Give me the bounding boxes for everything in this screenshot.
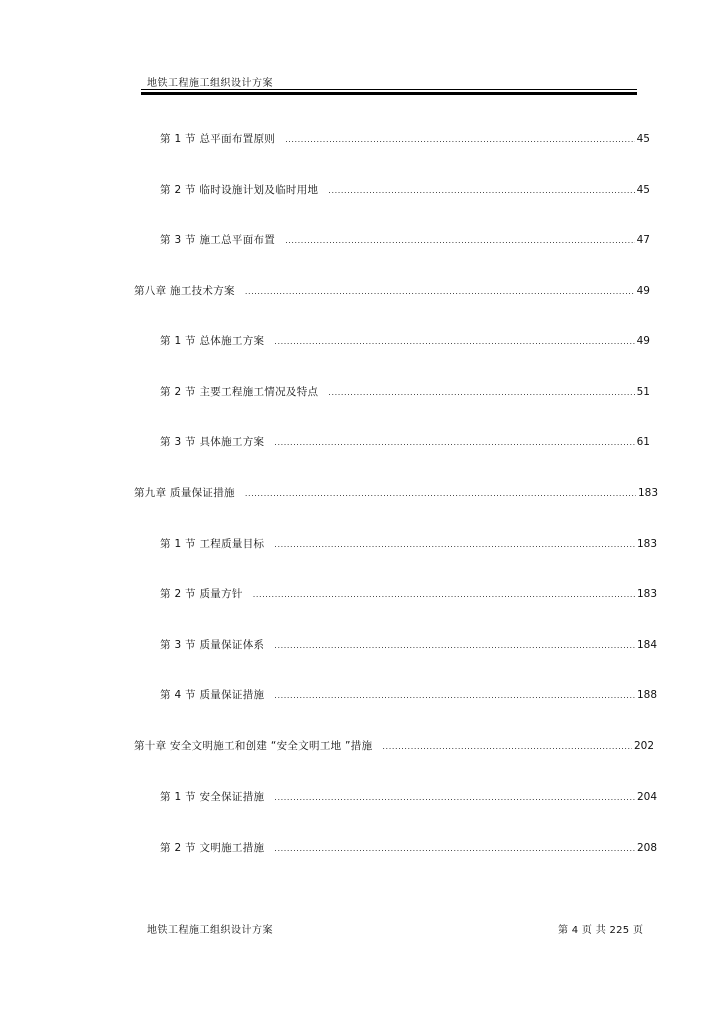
toc-leader-dots [274, 791, 635, 805]
toc-entry-label: 第 1 节 安全保证措施 [160, 791, 265, 803]
toc-entry-label: 第 2 节 文明施工措施 [160, 842, 265, 854]
toc-entry-page: 49 [636, 285, 650, 297]
toc-entry[interactable] [160, 183, 650, 198]
toc-entry-label: 第九章 质量保证措施 [134, 487, 235, 499]
toc-leader-dots [382, 740, 632, 754]
toc-leader-dots [253, 588, 635, 602]
toc-leader-dots [274, 842, 635, 856]
toc-entry-label: 第 3 节 施工总平面布置 [160, 234, 276, 246]
page-header-title: 地铁工程施工组织设计方案 [147, 78, 273, 89]
toc-entry-label: 第 2 节 主要工程施工情况及特点 [160, 386, 319, 398]
page-footer-page-info: 第 4 页 共 225 页 [558, 925, 644, 936]
toc-entry-page: 202 [633, 740, 654, 752]
toc-entry-page: 208 [636, 842, 657, 854]
toc-entry[interactable] [160, 587, 657, 602]
toc-entry[interactable] [160, 435, 650, 450]
toc-leader-dots [274, 689, 635, 703]
toc-entry[interactable] [160, 334, 650, 349]
toc-entry-page: 183 [636, 588, 657, 600]
toc-leader-dots [274, 436, 634, 450]
toc-entry-page: 45 [636, 133, 650, 145]
toc-entry-label: 第 4 节 质量保证措施 [160, 689, 265, 701]
toc-chapter-entry[interactable] [134, 739, 654, 754]
toc-entry-label: 第 1 节 工程质量目标 [160, 538, 265, 550]
toc-leader-dots [274, 639, 635, 653]
toc-leader-dots [328, 386, 634, 400]
page-footer-title: 地铁工程施工组织设计方案 [147, 925, 273, 936]
toc-chapter-entry[interactable] [134, 284, 650, 299]
toc-entry-page: 47 [636, 234, 650, 246]
toc-entry-label: 第八章 施工技术方案 [134, 285, 235, 297]
toc-leader-dots [328, 184, 634, 198]
toc-entry-page: 184 [636, 639, 657, 651]
toc-leader-dots [285, 133, 635, 147]
toc-entry-label: 第 1 节 总平面布置原则 [160, 133, 276, 145]
toc-entry-page: 183 [637, 487, 658, 499]
toc-entry[interactable] [160, 233, 650, 248]
toc-entry-label: 第 2 节 质量方针 [160, 588, 243, 600]
toc-entry[interactable] [160, 841, 657, 856]
toc-entry-page: 204 [636, 791, 657, 803]
toc-leader-dots [274, 335, 634, 349]
toc-entry-label: 第 3 节 质量保证体系 [160, 639, 265, 651]
toc-entry-page: 183 [636, 538, 657, 550]
toc-entry-page: 188 [636, 689, 657, 701]
toc-entry-page: 51 [636, 386, 650, 398]
toc-entry-page: 45 [636, 184, 650, 196]
toc-entry[interactable] [160, 537, 657, 552]
toc-entry[interactable] [160, 790, 657, 805]
toc-entry[interactable] [160, 385, 650, 400]
toc-entry-page: 61 [636, 436, 650, 448]
toc-leader-dots [285, 234, 635, 248]
toc-leader-dots [274, 538, 635, 552]
toc-leader-dots [245, 285, 635, 299]
toc-entry[interactable] [160, 638, 657, 653]
toc-entry-label: 第 1 节 总体施工方案 [160, 335, 265, 347]
toc-entry[interactable] [160, 688, 657, 703]
toc-entry-label: 第 2 节 临时设施计划及临时用地 [160, 184, 319, 196]
toc-entry[interactable] [160, 132, 650, 147]
toc-entry-label: 第 3 节 具体施工方案 [160, 436, 265, 448]
toc-entry-label: 第十章 安全文明施工和创建 “安全文明工地 ”措施 [134, 740, 373, 752]
toc-leader-dots [245, 487, 636, 501]
toc-entry-page: 49 [636, 335, 650, 347]
toc-chapter-entry[interactable] [134, 486, 658, 501]
